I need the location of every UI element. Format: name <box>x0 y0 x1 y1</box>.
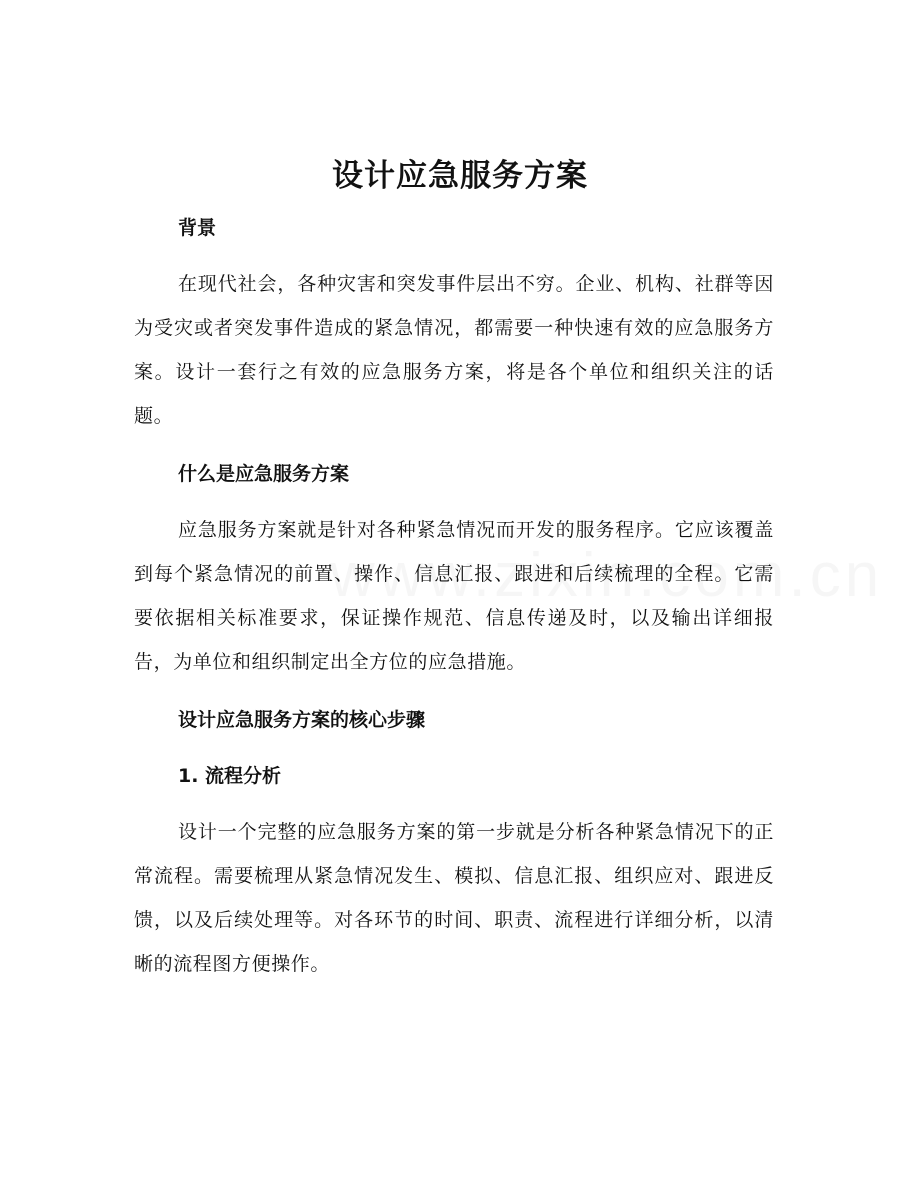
section-paragraph-background: 在现代社会，各种灾害和突发事件层出不穷。企业、机构、社群等因为受灾或者突发事件造成的紧急情况，都需要一种快速有效的应急服务方案。设计一套行之有效的应急服务方案，将是各个单位和组织关注的话题。 <box>134 273 774 427</box>
document-body <box>134 206 774 986</box>
section-heading-process-analysis: 1. 流程分析 <box>178 765 282 787</box>
section-heading-definition: 什么是应急服务方案 <box>178 463 350 485</box>
section-paragraph-process-analysis: 设计一个完整的应急服务方案的第一步就是分析各种紧急情况下的正常流程。需要梳理从紧急情况发生、模拟、信息汇报、组织应对、跟进反馈，以及后续处理等。对各环节的时间、职责、流程进行详细分析，以清晰的流程图方便操作。 <box>134 821 774 975</box>
section-heading-background: 背景 <box>178 217 217 239</box>
page-title: 设计应急服务方案 <box>332 158 588 194</box>
section-heading-core-steps: 设计应急服务方案的核心步骤 <box>178 709 426 731</box>
section-paragraph-definition: 应急服务方案就是针对各种紧急情况而开发的服务程序。它应该覆盖到每个紧急情况的前置、操作、信息汇报、跟进和后续梳理的全程。它需要依据相关标准要求，保证操作规范、信息传递及时，以及输出详细报告，为单位和组织制定出全方位的应急措施。 <box>134 519 774 673</box>
